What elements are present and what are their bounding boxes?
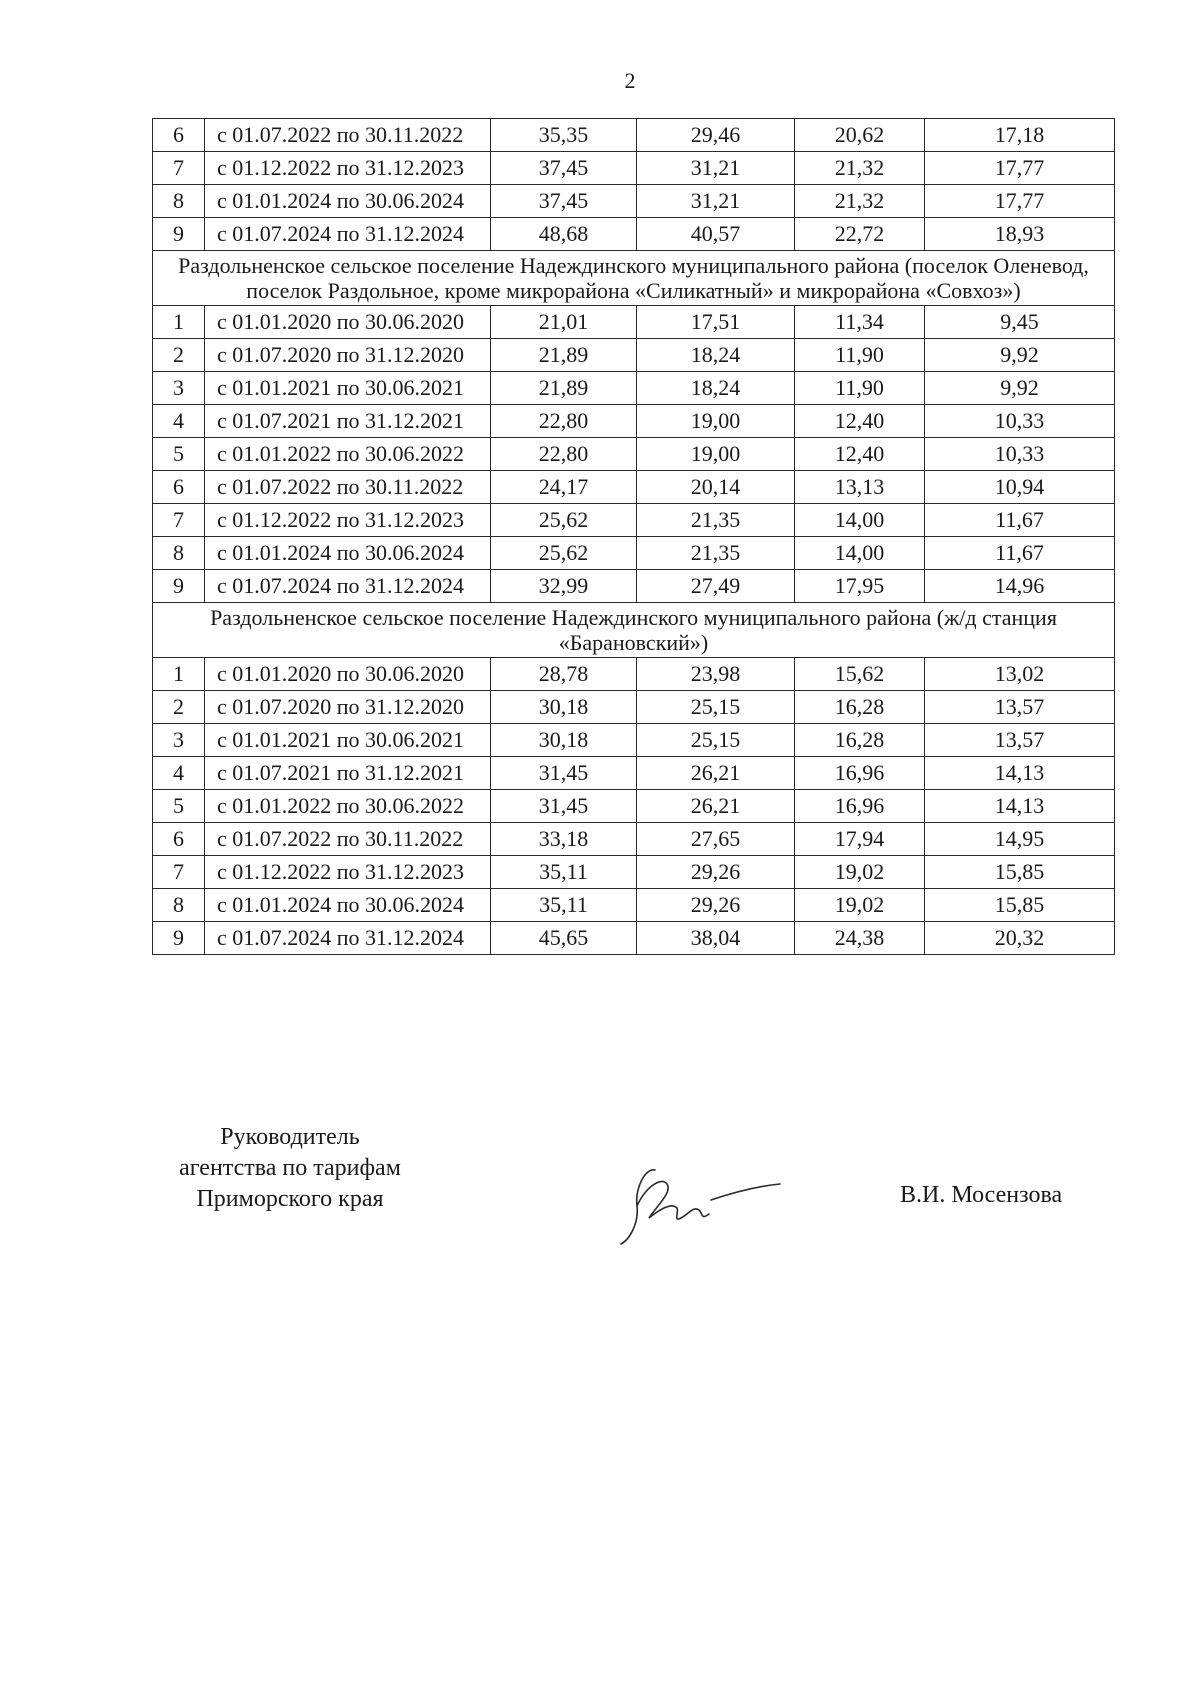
section-heading-row <box>153 603 1115 658</box>
tariff-value-cell: 37,45 <box>491 185 637 218</box>
period-cell: с 01.01.2024 по 30.06.2024 <box>205 185 491 218</box>
tariff-value-cell: 13,13 <box>795 471 925 504</box>
period-cell: с 01.01.2022 по 30.06.2022 <box>205 790 491 823</box>
tariff-value-cell: 25,62 <box>491 537 637 570</box>
tariff-value-cell: 15,85 <box>925 889 1115 922</box>
tariff-value-cell: 21,01 <box>491 306 637 339</box>
tariff-value-cell: 35,11 <box>491 889 637 922</box>
handwritten-signature <box>615 1148 785 1248</box>
tariff-value-cell: 24,38 <box>795 922 925 955</box>
table-row <box>153 889 1115 922</box>
tariff-value-cell: 35,35 <box>491 119 637 152</box>
period-cell: с 01.07.2022 по 30.11.2022 <box>205 119 491 152</box>
row-number-cell: 3 <box>153 372 205 405</box>
tariff-value-cell: 26,21 <box>637 757 795 790</box>
tariff-value-cell: 12,40 <box>795 405 925 438</box>
section-heading-row <box>153 251 1115 306</box>
tariff-value-cell: 35,11 <box>491 856 637 889</box>
tariff-value-cell: 32,99 <box>491 570 637 603</box>
tariff-value-cell: 25,15 <box>637 691 795 724</box>
period-cell: с 01.01.2022 по 30.06.2022 <box>205 438 491 471</box>
tariff-value-cell: 13,57 <box>925 691 1115 724</box>
row-number-cell: 8 <box>153 537 205 570</box>
row-number-cell: 7 <box>153 504 205 537</box>
table-row <box>153 152 1115 185</box>
tariff-value-cell: 19,00 <box>637 438 795 471</box>
tariff-value-cell: 9,92 <box>925 372 1115 405</box>
period-cell: с 01.12.2022 по 31.12.2023 <box>205 504 491 537</box>
period-cell: с 01.01.2021 по 30.06.2021 <box>205 724 491 757</box>
table-row <box>153 218 1115 251</box>
tariff-value-cell: 26,21 <box>637 790 795 823</box>
table-row <box>153 856 1115 889</box>
tariff-value-cell: 10,94 <box>925 471 1115 504</box>
tariff-value-cell: 28,78 <box>491 658 637 691</box>
period-cell: с 01.01.2021 по 30.06.2021 <box>205 372 491 405</box>
tariff-value-cell: 38,04 <box>637 922 795 955</box>
tariff-value-cell: 21,35 <box>637 537 795 570</box>
tariff-value-cell: 18,24 <box>637 339 795 372</box>
row-number-cell: 4 <box>153 405 205 438</box>
tariff-value-cell: 30,18 <box>491 724 637 757</box>
tariff-value-cell: 13,57 <box>925 724 1115 757</box>
row-number-cell: 1 <box>153 306 205 339</box>
tariff-value-cell: 14,13 <box>925 790 1115 823</box>
tariff-value-cell: 14,00 <box>795 537 925 570</box>
signature-title-line: агентства по тарифам <box>179 1155 401 1181</box>
table-row <box>153 691 1115 724</box>
table-row <box>153 537 1115 570</box>
table-row <box>153 570 1115 603</box>
period-cell: с 01.07.2020 по 31.12.2020 <box>205 691 491 724</box>
row-number-cell: 3 <box>153 724 205 757</box>
tariff-value-cell: 18,24 <box>637 372 795 405</box>
table-row <box>153 306 1115 339</box>
table-row <box>153 405 1115 438</box>
tariff-value-cell: 16,96 <box>795 790 925 823</box>
table-row <box>153 823 1115 856</box>
tariff-value-cell: 24,17 <box>491 471 637 504</box>
tariff-value-cell: 11,90 <box>795 372 925 405</box>
table-row <box>153 339 1115 372</box>
row-number-cell: 6 <box>153 471 205 504</box>
period-cell: с 01.12.2022 по 31.12.2023 <box>205 152 491 185</box>
tariff-value-cell: 19,02 <box>795 856 925 889</box>
period-cell: с 01.01.2020 по 30.06.2020 <box>205 306 491 339</box>
tariff-value-cell: 29,26 <box>637 856 795 889</box>
tariff-value-cell: 13,02 <box>925 658 1115 691</box>
tariff-value-cell: 21,89 <box>491 339 637 372</box>
tariff-value-cell: 31,21 <box>637 185 795 218</box>
tariff-value-cell: 31,45 <box>491 790 637 823</box>
row-number-cell: 5 <box>153 438 205 471</box>
tariff-value-cell: 22,72 <box>795 218 925 251</box>
tariff-value-cell: 14,96 <box>925 570 1115 603</box>
tariff-value-cell: 17,94 <box>795 823 925 856</box>
row-number-cell: 8 <box>153 185 205 218</box>
tariff-table-body <box>153 119 1115 955</box>
period-cell: с 01.07.2024 по 31.12.2024 <box>205 570 491 603</box>
tariff-value-cell: 21,32 <box>795 152 925 185</box>
row-number-cell: 6 <box>153 823 205 856</box>
period-cell: с 01.01.2024 по 30.06.2024 <box>205 537 491 570</box>
tariff-value-cell: 11,34 <box>795 306 925 339</box>
table-row <box>153 790 1115 823</box>
tariff-value-cell: 15,62 <box>795 658 925 691</box>
tariff-value-cell: 21,89 <box>491 372 637 405</box>
section-heading: Раздольненское сельское поселение Надеждинского муниципального района (ж/д станция «Барановский») <box>153 603 1115 658</box>
period-cell: с 01.01.2024 по 30.06.2024 <box>205 889 491 922</box>
row-number-cell: 9 <box>153 922 205 955</box>
tariff-value-cell: 17,77 <box>925 185 1115 218</box>
tariff-value-cell: 14,13 <box>925 757 1115 790</box>
tariff-value-cell: 37,45 <box>491 152 637 185</box>
period-cell: с 01.07.2021 по 31.12.2021 <box>205 405 491 438</box>
tariff-value-cell: 15,85 <box>925 856 1115 889</box>
tariff-value-cell: 48,68 <box>491 218 637 251</box>
tariff-value-cell: 29,26 <box>637 889 795 922</box>
tariff-value-cell: 17,18 <box>925 119 1115 152</box>
row-number-cell: 2 <box>153 691 205 724</box>
period-cell: с 01.07.2022 по 30.11.2022 <box>205 823 491 856</box>
tariff-value-cell: 29,46 <box>637 119 795 152</box>
signer-name: В.И. Мосензова <box>900 1182 1063 1208</box>
tariff-value-cell: 9,45 <box>925 306 1115 339</box>
row-number-cell: 7 <box>153 856 205 889</box>
tariff-value-cell: 20,62 <box>795 119 925 152</box>
period-cell: с 01.01.2020 по 30.06.2020 <box>205 658 491 691</box>
signature-title-line: Руководитель <box>220 1124 360 1150</box>
tariff-value-cell: 45,65 <box>491 922 637 955</box>
tariff-value-cell: 11,67 <box>925 504 1115 537</box>
section-heading: Раздольненское сельское поселение Надеждинского муниципального района (поселок Оленевод, поселок Раздольное, кроме микрорайона «Силикатный» и микрорайона «Совхоз») <box>153 251 1115 306</box>
table-row <box>153 372 1115 405</box>
table-row <box>153 658 1115 691</box>
tariff-value-cell: 17,51 <box>637 306 795 339</box>
tariff-value-cell: 11,67 <box>925 537 1115 570</box>
tariff-value-cell: 25,62 <box>491 504 637 537</box>
tariff-value-cell: 30,18 <box>491 691 637 724</box>
tariff-value-cell: 14,95 <box>925 823 1115 856</box>
tariff-value-cell: 22,80 <box>491 438 637 471</box>
period-cell: с 01.07.2022 по 30.11.2022 <box>205 471 491 504</box>
tariff-value-cell: 40,57 <box>637 218 795 251</box>
tariff-value-cell: 9,92 <box>925 339 1115 372</box>
tariff-value-cell: 27,49 <box>637 570 795 603</box>
row-number-cell: 9 <box>153 570 205 603</box>
row-number-cell: 2 <box>153 339 205 372</box>
table-row <box>153 757 1115 790</box>
tariff-value-cell: 17,95 <box>795 570 925 603</box>
period-cell: с 01.07.2021 по 31.12.2021 <box>205 757 491 790</box>
tariff-value-cell: 21,32 <box>795 185 925 218</box>
tariff-table <box>152 118 1115 955</box>
signature-title <box>150 1122 430 1215</box>
tariff-value-cell: 18,93 <box>925 218 1115 251</box>
table-row <box>153 504 1115 537</box>
tariff-value-cell: 10,33 <box>925 405 1115 438</box>
table-row <box>153 922 1115 955</box>
tariff-value-cell: 19,00 <box>637 405 795 438</box>
row-number-cell: 1 <box>153 658 205 691</box>
tariff-value-cell: 12,40 <box>795 438 925 471</box>
row-number-cell: 5 <box>153 790 205 823</box>
tariff-value-cell: 19,02 <box>795 889 925 922</box>
period-cell: с 01.07.2024 по 31.12.2024 <box>205 922 491 955</box>
tariff-value-cell: 14,00 <box>795 504 925 537</box>
page-number: 2 <box>624 68 636 93</box>
period-cell: с 01.12.2022 по 31.12.2023 <box>205 856 491 889</box>
tariff-value-cell: 22,80 <box>491 405 637 438</box>
period-cell: с 01.07.2020 по 31.12.2020 <box>205 339 491 372</box>
tariff-value-cell: 16,28 <box>795 691 925 724</box>
tariff-value-cell: 27,65 <box>637 823 795 856</box>
row-number-cell: 7 <box>153 152 205 185</box>
tariff-value-cell: 16,96 <box>795 757 925 790</box>
table-row <box>153 471 1115 504</box>
tariff-value-cell: 21,35 <box>637 504 795 537</box>
tariff-value-cell: 25,15 <box>637 724 795 757</box>
row-number-cell: 9 <box>153 218 205 251</box>
row-number-cell: 6 <box>153 119 205 152</box>
tariff-value-cell: 11,90 <box>795 339 925 372</box>
table-row <box>153 724 1115 757</box>
tariff-value-cell: 17,77 <box>925 152 1115 185</box>
tariff-value-cell: 10,33 <box>925 438 1115 471</box>
period-cell: с 01.07.2024 по 31.12.2024 <box>205 218 491 251</box>
row-number-cell: 8 <box>153 889 205 922</box>
table-row <box>153 185 1115 218</box>
tariff-value-cell: 20,32 <box>925 922 1115 955</box>
row-number-cell: 4 <box>153 757 205 790</box>
tariff-value-cell: 33,18 <box>491 823 637 856</box>
table-row <box>153 119 1115 152</box>
signature-title-line: Приморского края <box>196 1186 384 1212</box>
tariff-value-cell: 16,28 <box>795 724 925 757</box>
tariff-value-cell: 23,98 <box>637 658 795 691</box>
tariff-value-cell: 31,45 <box>491 757 637 790</box>
tariff-value-cell: 31,21 <box>637 152 795 185</box>
tariff-value-cell: 20,14 <box>637 471 795 504</box>
table-row <box>153 438 1115 471</box>
